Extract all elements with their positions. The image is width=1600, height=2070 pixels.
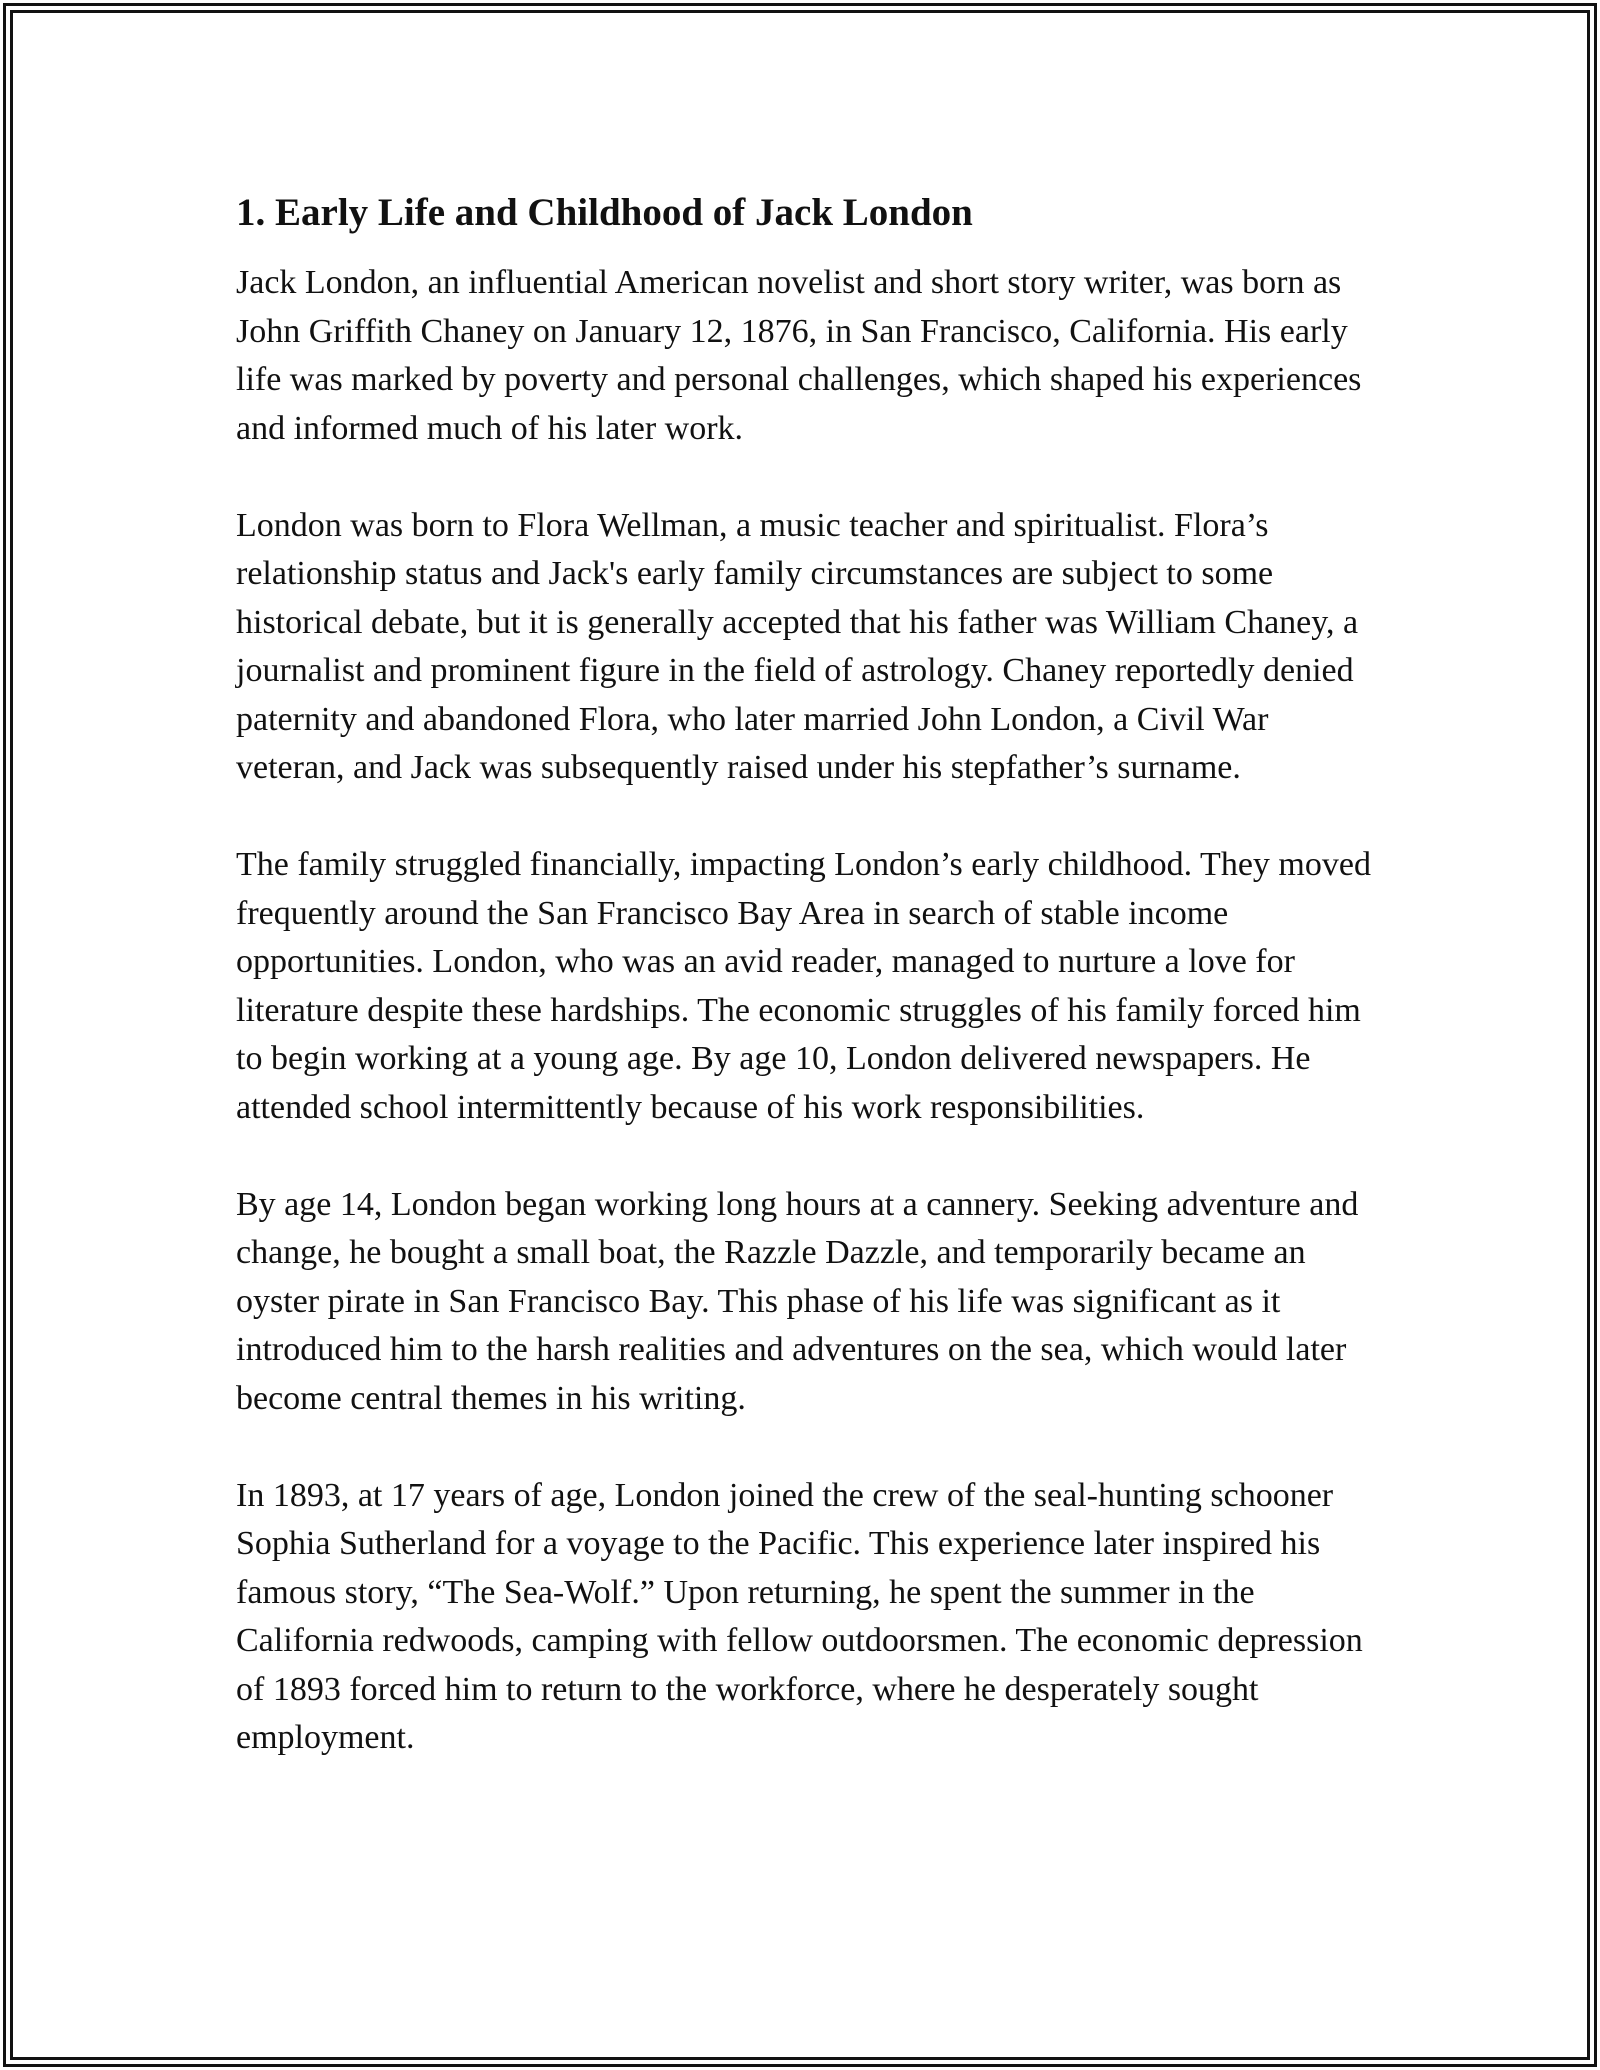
paragraph-2: London was born to Flora Wellman, a music teacher and spiritualist. Flora’s relationship status and Jack's early family circumstances are subject to some historical debate, but it is generally accepted that his father was William Chaney, a journalist and prominent figure in the field of astrology. Chaney reportedly denied paternity and abandoned Flora, who later married John London, a Civil War veteran, and Jack was subsequently raised under his stepfather’s surname. (236, 506, 1359, 786)
paragraph-1: Jack London, an influential American novelist and short story writer, was born as John Griffith Chaney on January 12, 1876, in San Francisco, California. His early life was marked by poverty and personal challenges, which shaped his experiences and informed much of his later work. (236, 264, 1362, 447)
paragraph-3: The family struggled financially, impacting London’s early childhood. They moved frequently around the San Francisco Bay Area in search of stable income opportunities. London, who was an avid reader, managed to nurture a love for literature despite these hardships. The economic struggles of his family forced him to begin working at a young age. By age 10, London delivered newspapers. He attended school intermittently because of his work responsibilities. (236, 846, 1371, 1126)
document-body (236, 185, 1376, 1763)
paragraph-5: In 1893, at 17 years of age, London joined the crew of the seal-hunting schooner Sophia Sutherland for a voyage to the Pacific. This experience later inspired his famous story, “The Sea-Wolf.” Upon returning, he spent the summer in the California redwoods, camping with fellow outdoorsmen. The economic depression of 1893 forced him to return to the workforce, where he desperately sought employment. (236, 1476, 1363, 1756)
paragraph-4: By age 14, London began working long hours at a cannery. Seeking adventure and change, he bought a small boat, the Razzle Dazzle, and temporarily became an oyster pirate in San Francisco Bay. This phase of his life was significant as it introduced him to the harsh realities and adventures on the sea, which would later become central themes in his writing. (236, 1185, 1359, 1417)
section-heading: 1. Early Life and Childhood of Jack London (236, 191, 973, 234)
